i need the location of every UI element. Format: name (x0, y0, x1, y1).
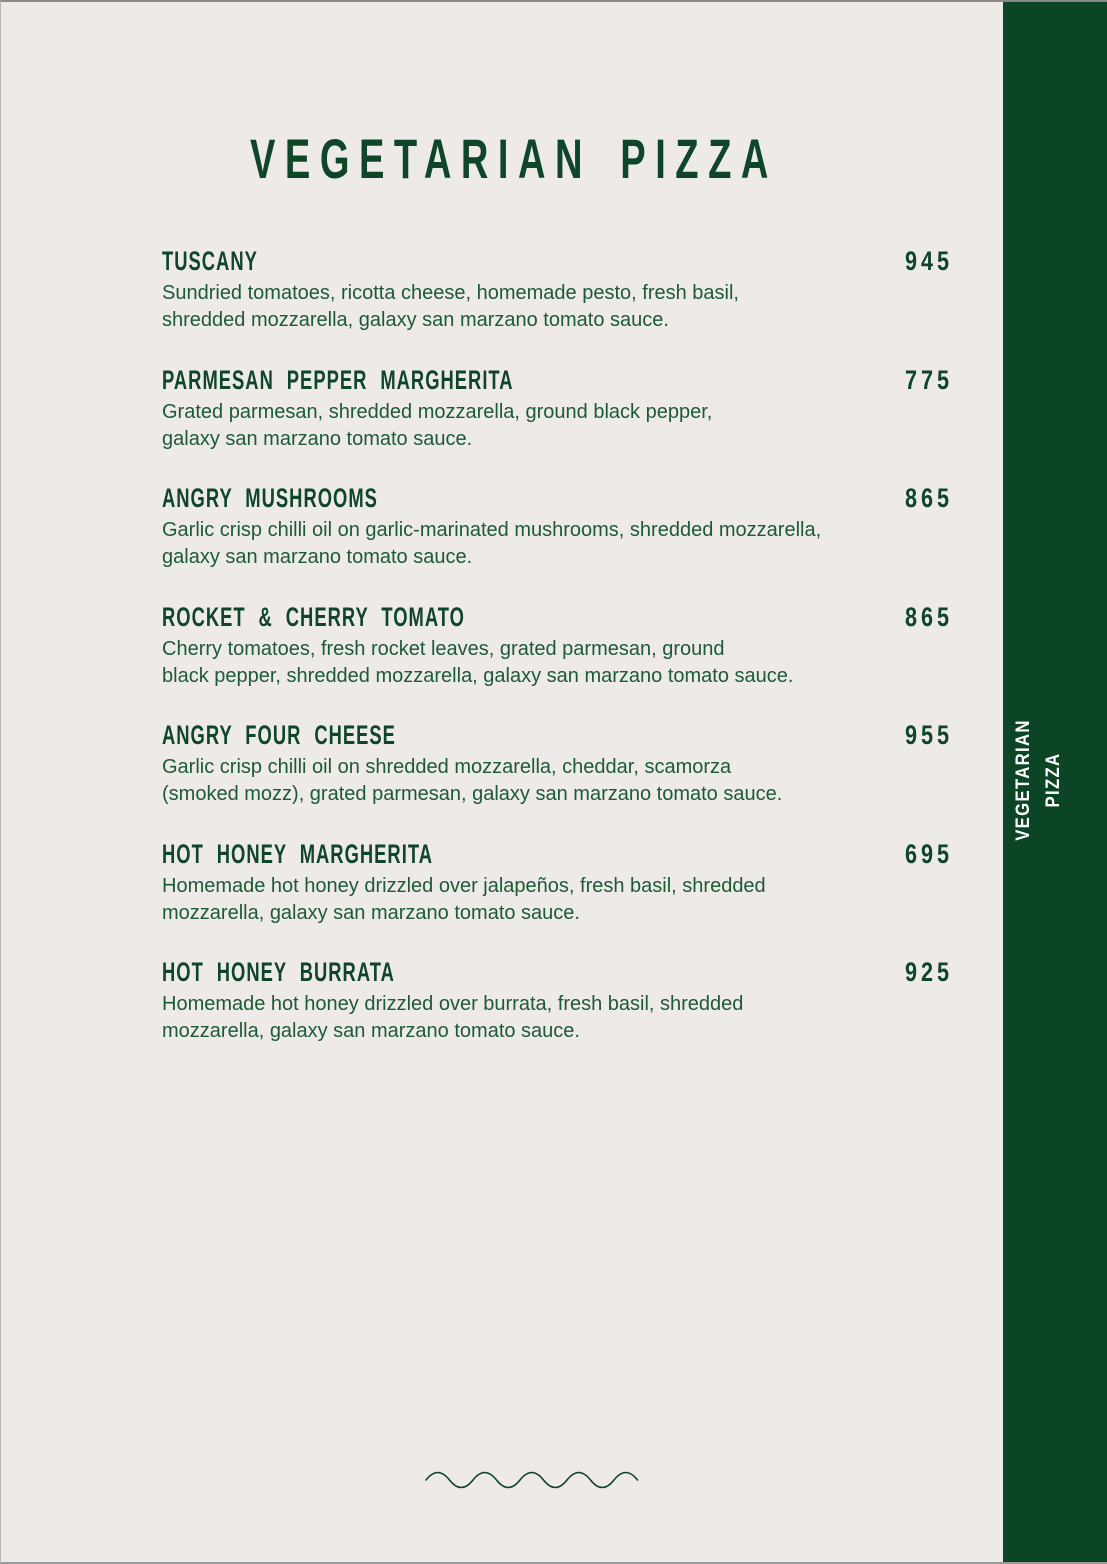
menu-item (162, 601, 953, 720)
side-tab-label-line: PIZZA (1043, 752, 1064, 808)
menu-item (162, 719, 953, 838)
menu-item (162, 482, 953, 601)
item-name: ROCKET & CHERRY TOMATO (162, 601, 465, 632)
item-description (162, 280, 950, 334)
menu-item (162, 956, 953, 1075)
menu-item-header (162, 482, 953, 514)
item-description-line: galaxy san marzano tomato sauce. (162, 546, 473, 568)
item-description-line: Homemade hot honey drizzled over jalapeños, fresh basil, shredded (162, 874, 766, 897)
item-description-line: mozzarella, galaxy san marzano tomato sauce. (162, 901, 580, 924)
menu-item (162, 364, 953, 483)
item-description (162, 873, 950, 927)
item-price: 775 (904, 364, 953, 395)
side-tab-label (1009, 710, 1069, 851)
menu-item (162, 838, 953, 957)
menu-item-header (162, 364, 953, 396)
menu-item-header (162, 245, 953, 277)
item-description-line: galaxy san marzano tomato sauce. (162, 427, 473, 450)
item-price: 865 (904, 483, 953, 513)
item-description-line: Garlic crisp chilli oil on garlic-marinated mushrooms, shredded mozzarella, (162, 519, 822, 541)
section-side-tab (1003, 0, 1107, 1564)
item-price: 955 (904, 720, 953, 750)
item-price: 925 (904, 957, 953, 987)
item-description-line: shredded mozzarella, galaxy san marzano tomato sauce. (162, 309, 669, 331)
item-description (162, 636, 950, 690)
item-name: TUSCANY (162, 246, 258, 276)
item-price: 865 (904, 601, 953, 632)
item-description-line: Grated parmesan, shredded mozzarella, ground black pepper, (162, 400, 713, 423)
item-name: PARMESAN PEPPER MARGHERITA (162, 364, 514, 395)
item-description (162, 754, 950, 808)
item-name: HOT HONEY MARGHERITA (162, 838, 433, 869)
item-description-line: mozzarella, galaxy san marzano tomato sauce. (162, 1020, 580, 1042)
item-description (162, 399, 950, 453)
item-name: ANGRY MUSHROOMS (162, 483, 378, 513)
menu-list (162, 245, 953, 1075)
menu-item-header (162, 719, 953, 751)
wave-divider-icon (420, 1460, 646, 1500)
item-description (162, 517, 950, 571)
menu-item-header (162, 956, 953, 988)
menu-item-header (162, 838, 953, 870)
item-description-line: Garlic crisp chilli oil on shredded mozzarella, cheddar, scamorza (162, 756, 732, 778)
menu-item (162, 245, 953, 364)
page-title: VEGETARIAN PIZZA (250, 127, 778, 190)
item-description-line: Cherry tomatoes, fresh rocket leaves, grated parmesan, ground (162, 637, 725, 660)
item-name: ANGRY FOUR CHEESE (162, 720, 396, 750)
item-description-line: black pepper, shredded mozzarella, galaxy san marzano tomato sauce. (162, 664, 794, 687)
item-name: HOT HONEY BURRATA (162, 957, 395, 987)
item-description-line: Homemade hot honey drizzled over burrata, fresh basil, shredded (162, 993, 744, 1015)
item-price: 945 (904, 246, 953, 276)
side-tab-label-line: VEGETARIAN (1013, 719, 1034, 841)
item-description-line: Sundried tomatoes, ricotta cheese, homemade pesto, fresh basil, (162, 282, 739, 304)
item-description (162, 991, 950, 1045)
menu-item-header (162, 601, 953, 633)
item-price: 695 (904, 838, 953, 869)
item-description-line: (smoked mozz), grated parmesan, galaxy san marzano tomato sauce. (162, 783, 783, 805)
